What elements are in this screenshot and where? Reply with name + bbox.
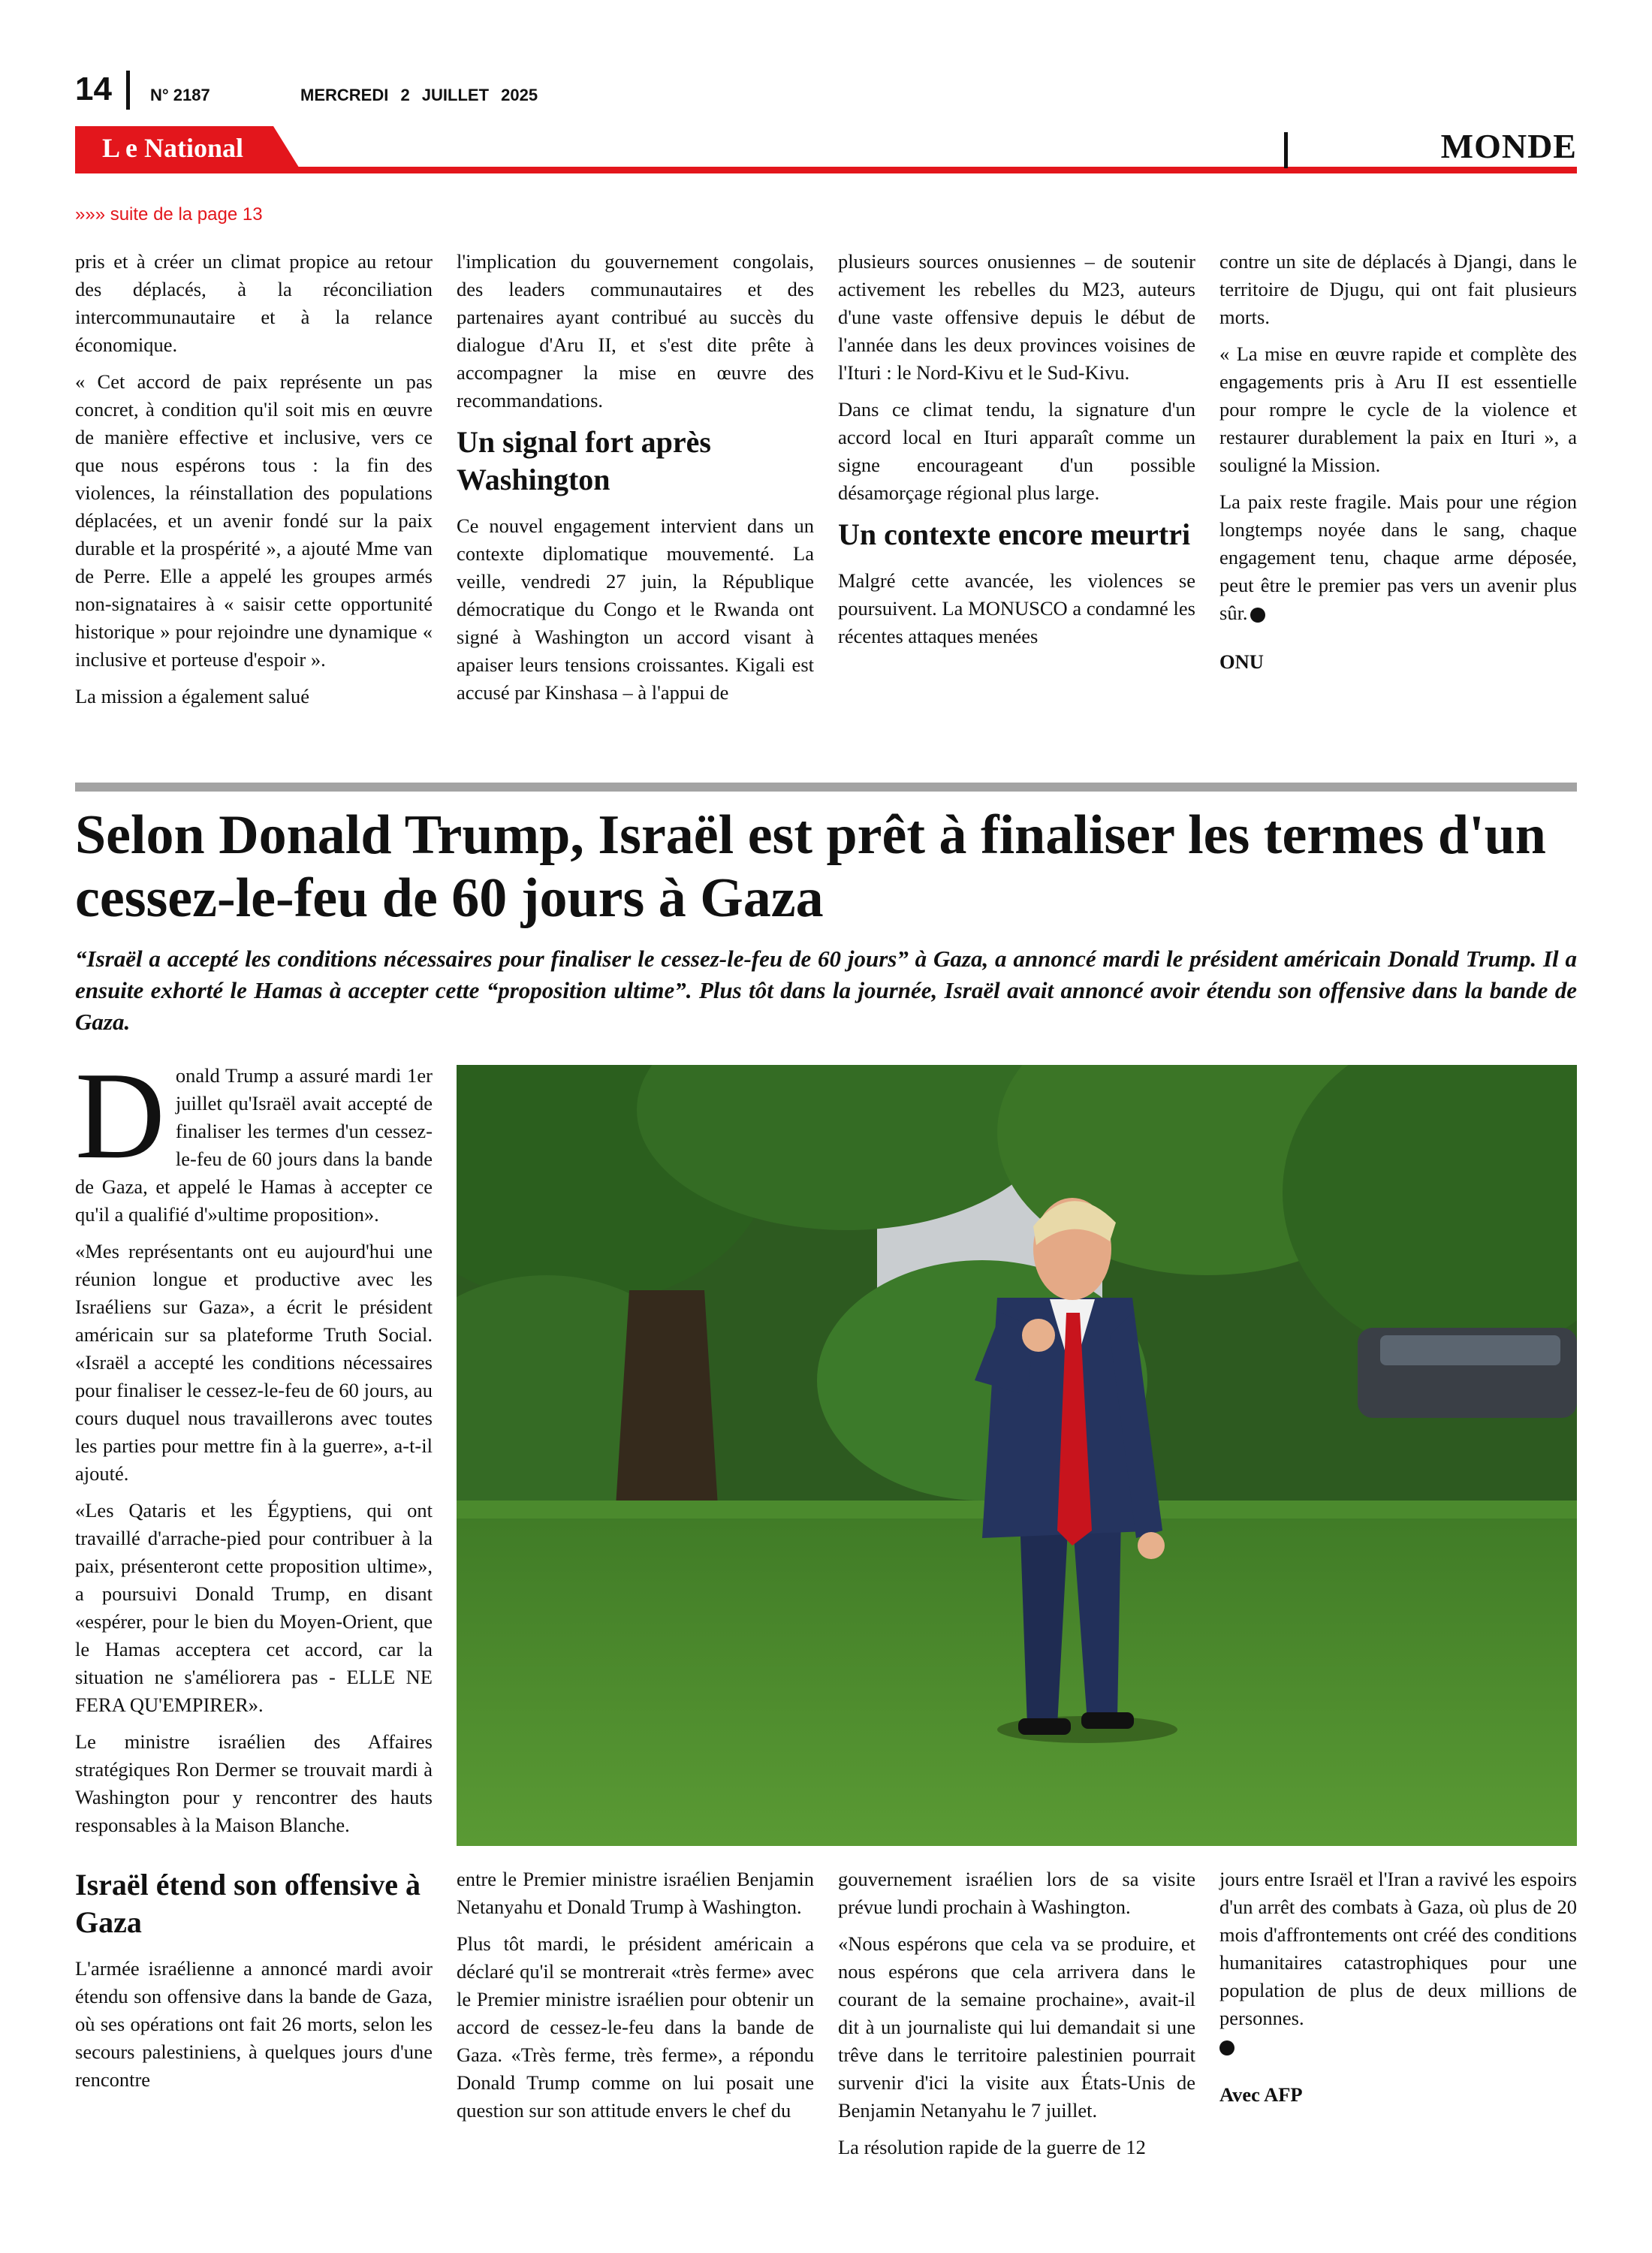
article-divider bbox=[75, 783, 1577, 792]
issue-date: MERCREDI 2 JUILLET 2025 bbox=[300, 86, 538, 104]
paragraph bbox=[75, 1046, 433, 1229]
paragraph: pris et à créer un climat propice au retour des déplacés, à la réconciliation intercommunautaire et à la relance économique. bbox=[75, 250, 433, 356]
drop-cap: D bbox=[75, 1046, 165, 1184]
end-mark-icon bbox=[1219, 2040, 1234, 2055]
paragraph: contre un site de déplacés à Djangi, dans le territoire de Djugu, qui ont fait plusieurs morts. bbox=[1219, 250, 1577, 328]
article-photo bbox=[457, 1065, 1577, 1846]
main-article-column-4 bbox=[1219, 1865, 1577, 2118]
issue-number: N° 2187 bbox=[150, 86, 210, 104]
page-number: 14 bbox=[75, 71, 112, 107]
paragraph: La mission a également salué bbox=[75, 685, 310, 707]
paragraph: Malgré cette avancée, les violences se poursuivent. La MONUSCO a condamné les récentes attaques menées bbox=[838, 569, 1195, 647]
brand-name: L e National bbox=[102, 133, 244, 163]
paragraph: entre le Premier ministre israélien Benjamin Netanyahu et Donald Trump à Washington. bbox=[457, 1868, 814, 1918]
paragraph-text: onald Trump a assuré mardi 1er juillet qu'Israël avait accepté de finaliser les termes d'un cessez-le-feu de 60 jours dans la bande de Gaza, et appelé le Hamas à accepter ce qu'il a qualifié d'»ultime proposition». bbox=[75, 1064, 433, 1226]
paragraph bbox=[1219, 1865, 1577, 2060]
paragraph: «Nous espérons que cela va se produire, et nous espérons que cela arrivera dans le courant de la semaine prochaine», avait-il dit à un journaliste qui lui demandait si une trêve dans le territoire palestinien pourrait survenir d'ici la visite aux États-Unis de Benjamin Netanyahu le 7 juillet. bbox=[838, 1932, 1195, 2122]
top-article-column-2 bbox=[457, 248, 814, 716]
section-title: MONDE bbox=[1440, 127, 1577, 165]
header-red-rule bbox=[75, 167, 1577, 173]
top-article-column-1 bbox=[75, 248, 433, 719]
paragraph: «Mes représentants ont eu aujourd'hui une réunion longue et productive avec les Israéliens sur Gaza», a écrit le président américain sur sa plateforme Truth Social. «Israël a accepté les conditions nécessaires pour finaliser le cessez-le-feu de 60 jours, au cours duquel nous travaillerons avec toutes les parties pour mettre fin à la guerre», a-t-il ajouté. bbox=[75, 1240, 433, 1485]
main-article-column-2 bbox=[457, 1865, 814, 2134]
top-article-column-3 bbox=[838, 248, 1195, 659]
paragraph: Le ministre israélien des Affaires stratégiques Ron Dermer se trouvait mardi à Washington pour y rencontrer des hauts responsables à la Maison Blanche. bbox=[75, 1730, 433, 1836]
paragraph-text: La paix reste fragile. Mais pour une région longtemps noyée dans le sang, chaque engagement tenu, chaque arme déposée, peut être le premier pas vers un avenir plus sûr. bbox=[1219, 490, 1577, 624]
paragraph: Ce nouvel engagement intervient dans un contexte diplomatique mouvementé. La veille, vendredi 27 juin, la République démocratique du Congo et le Rwanda ont signé à Washington un accord visant à apaiser leurs tensions croissantes. Kigali est accusé par Kinshasa – à l'appui de bbox=[457, 514, 814, 704]
paragraph: plusieurs sources onusiennes – de soutenir activement les rebelles du M23, auteurs d'une vaste offensive depuis le début de l'année dans les deux provinces voisines de l'Ituri : le Nord-Kivu et le Sud-Kivu. bbox=[838, 250, 1195, 384]
article-lede: “Israël a accepté les conditions nécessaires pour finaliser le cessez-le-feu de 60 jours” à Gaza, a annoncé mardi le président américain Donald Trump. Il a ensuite exhorté le Hamas à accepter cette “proposition ultime”. Plus tôt dans la journée, Israël avait annoncé avoir étendu son offensive dans la bande de Gaza. bbox=[75, 946, 1577, 1035]
subheading: Un contexte encore meurtri bbox=[838, 517, 1191, 551]
paragraph: L'armée israélienne a annoncé mardi avoir étendu son offensive dans la bande de Gaza, où ses opérations ont fait 26 morts, selon les secours palestiniens, à quelques jours d'une rencontre bbox=[75, 1957, 433, 2091]
paragraph bbox=[1219, 488, 1577, 627]
paragraph: Dans ce climat tendu, la signature d'un accord local en Ituri apparaît comme un signe encourageant d'un possible désamorçage régional plus large. bbox=[838, 398, 1195, 504]
subheading: Un signal fort après Washington bbox=[457, 425, 711, 496]
paragraph: La résolution rapide de la guerre de 12 bbox=[838, 2136, 1146, 2158]
paragraph: « La mise en œuvre rapide et complète des engagements pris à Aru II est essentielle pour rompre le cycle de la violence et restaurer durablement la paix en Ituri », a souligné la Mission. bbox=[1219, 342, 1577, 476]
subheading: Israël étend son offensive à Gaza bbox=[75, 1868, 421, 1939]
page-number-divider bbox=[126, 71, 130, 110]
paragraph: l'implication du gouvernement congolais, des leaders communautaires et des partenaires ayant contribué au succès du dialogue d'Aru II, et s'est dite prête à accompagner la mise en œuvre des recommandations. bbox=[457, 250, 814, 412]
top-article-column-4 bbox=[1219, 248, 1577, 685]
paragraph: «Les Qataris et les Égyptiens, qui ont travaillé d'arrache-pied pour contribuer à la paix, présenteront cette proposition ultime», a poursuivi Donald Trump, en disant «espérer, pour le bien du Moyen-Orient, que le Hamas acceptera cet accord, car la situation ne s'améliorera pas - ELLE NE FERA QU'EMPIRER». bbox=[75, 1499, 433, 1716]
paragraph: Plus tôt mardi, le président américain a déclaré qu'il se montrerait «très ferme» avec le Premier ministre israélien pour obtenir un accord de cessez-le-feu dans la bande de Gaza. «Très ferme, très ferme», a répondu Donald Trump comme on lui posait une question sur son attitude envers le chef du bbox=[457, 1932, 814, 2122]
article-signature: ONU bbox=[1219, 650, 1264, 673]
paragraph-text: jours entre Israël et l'Iran a ravivé les espoirs d'un arrêt des combats à Gaza, où plus de 20 mois d'affrontements ont créé des conditions humanitaires catastrophiques pour une population de plus de deux millions de personnes. bbox=[1219, 1868, 1577, 2029]
article-signature: Avec AFP bbox=[1219, 2083, 1303, 2106]
main-article-column-3 bbox=[838, 1865, 1195, 2170]
paragraph: « Cet accord de paix représente un pas concret, à condition qu'il soit mis en œuvre de manière effective et inclusive, vers ce que nous espérons tous : la fin des violences, la réinstallation des populations déplacées, et un avenir fondé sur la paix durable et la prospérité », a ajouté Mme van de Perre. Elle a appelé les groupes armés non-signataires à « saisir cette opportunité historique » pour rejoindre une dynamique « inclusive et porteuse d'espoir ». bbox=[75, 370, 433, 671]
article-headline: Selon Donald Trump, Israël est prêt à finaliser les termes d'un cessez-le-feu de 60 jours à Gaza bbox=[75, 804, 1546, 929]
continued-from-label: »»» suite de la page 13 bbox=[75, 204, 263, 225]
end-mark-icon bbox=[1250, 608, 1265, 623]
paragraph: gouvernement israélien lors de sa visite prévue lundi prochain à Washington. bbox=[838, 1868, 1195, 1918]
section-divider bbox=[1284, 132, 1288, 168]
main-article-column-1 bbox=[75, 1046, 433, 2103]
